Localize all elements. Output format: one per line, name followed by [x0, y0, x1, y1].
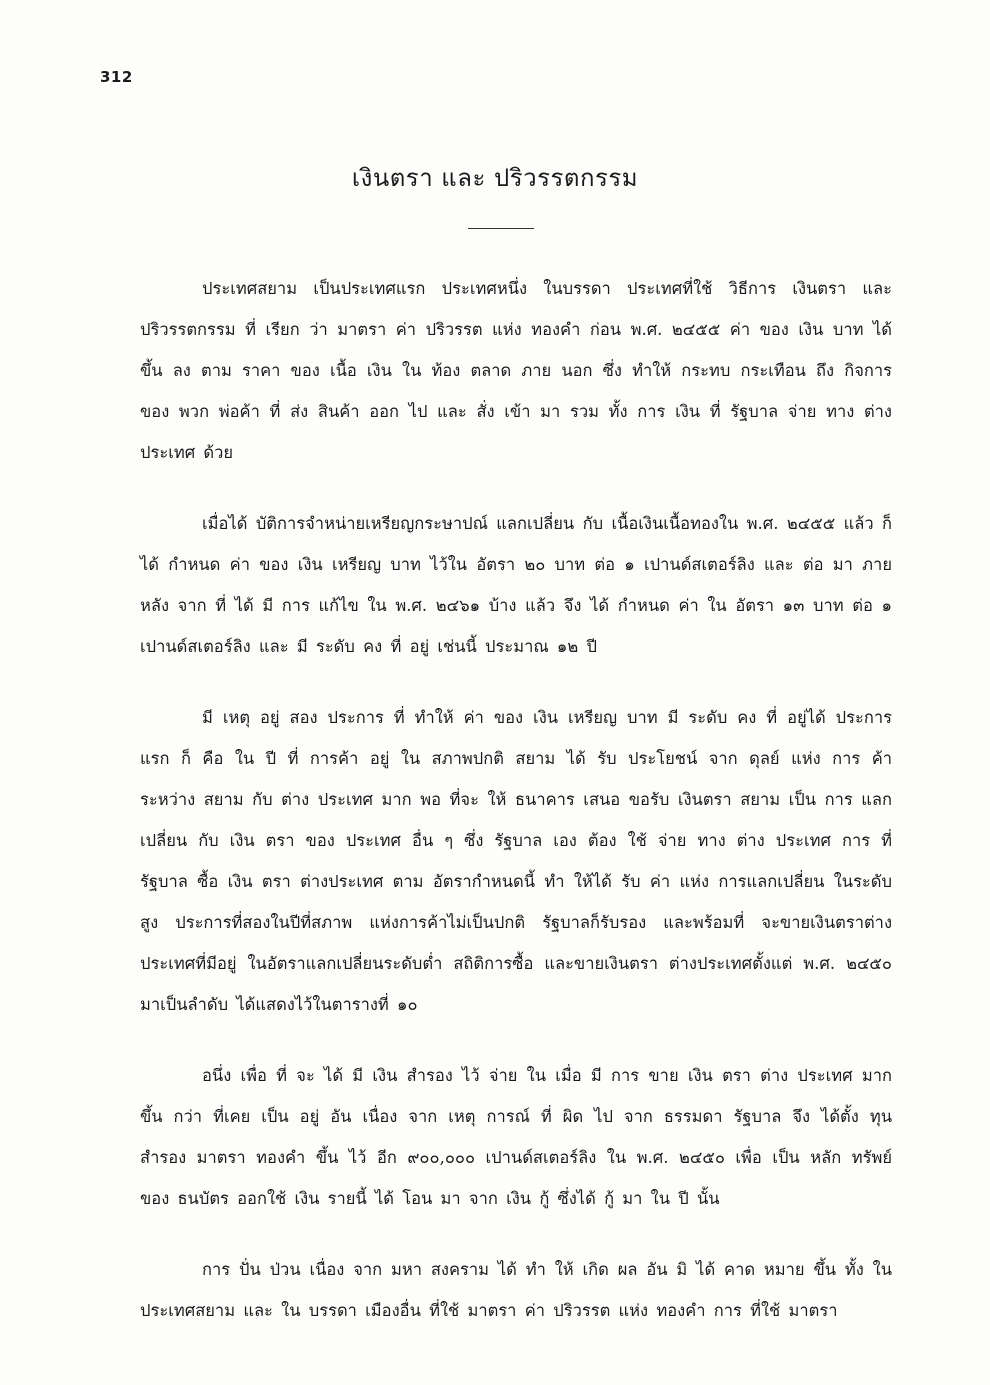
paragraph: มี เหตุ อยู่ สอง ประการ ที่ ทำให้ ค่า ของ เงิน เหรียญ บาท มี ระดับ คง ที่ อยู่ได้ ประการ แรก ก็ คือ ใน ปี ที่ การค้า อยู่ ใน สภาพปกติ สยาม ได้ รับ ประโยชน์ จาก ดุลย์ แห่ง การ ค้า ระหว่าง สยาม กับ ต่าง ประเทศ มาก พอ ที่จะ ให้ ธนาคาร เสนอ ขอรับ เงินตรา สยาม เป็น การ แลก เปลี่ยน กับ เงิน ตรา ของ ประเทศ อื่น ๆ ซึ่ง รัฐบาล เอง ต้อง ใช้ จ่าย ทาง ต่าง ประเทศ การ ที่ รัฐบาล ซื้อ เงิน ตรา ต่างประเทศ ตาม อัตรากำหนดนี้ ทำ ให้ได้ รับ ค่า แห่ง การแลกเปลี่ยน ในระดับสูง ประการที่สองในปีที่สภาพ แห่งการค้าไม่เป็นปกติ รัฐบาลก็รับรอง และพร้อมที่ จะขายเงินตราต่างประเทศที่มีอยู่ ในอัตราแลกเปลี่ยนระดับต่ำ สถิติการซื้อ และขายเงินตรา ต่างประเทศตั้งแต่ พ.ศ. ๒๔๕๐ มาเป็นลำดับ ได้แสดงไว้ในตารางที่ ๑๐ — [140, 708, 892, 1014]
title-divider — [468, 228, 534, 229]
document-body — [140, 268, 892, 1361]
page-title: เงินตรา และ ปริวรรตกรรม — [351, 164, 639, 192]
paragraph: ประเทศสยาม เป็นประเทศแรก ประเทศหนึ่ง ในบรรดา ประเทศที่ใช้ วิธีการ เงินตรา และ ปริวรรตกรรม ที่ เรียก ว่า มาตรา ค่า ปริวรรต แห่ง ทองคำ ก่อน พ.ศ. ๒๔๕๕ ค่า ของ เงิน บาท ได้ ขึ้น ลง ตาม ราคา ของ เนื้อ เงิน ใน ท้อง ตลาด ภาย นอก ซึ่ง ทำให้ กระทบ กระเทือน ถึง กิจการ ของ พวก พ่อค้า ที่ ส่ง สินค้า ออก ไป และ สั่ง เข้า มา รวม ทั้ง การ เงิน ที่ รัฐบาล จ่าย ทาง ต่าง ประเทศ ด้วย — [140, 279, 892, 462]
paragraph: การ ปั่น ป่วน เนื่อง จาก มหา สงคราม ได้ ทำ ให้ เกิด ผล อัน มิ ได้ คาด หมาย ขึ้น ทั้ง ใน ประเทศสยาม และ ใน บรรดา เมืองอื่น ที่ใช้ มาตรา ค่า ปริวรรต แห่ง ทองคำ การ ที่ใช้ มาตรา — [140, 1260, 892, 1320]
paragraph: เมื่อได้ บัติการจำหน่ายเหรียญกระษาปณ์ แลกเปลี่ยน กับ เนื้อเงินเนื้อทองใน พ.ศ. ๒๔๕๕ แล้ว ก็ ได้ กำหนด ค่า ของ เงิน เหรียญ บาท ไว้ใน อัตรา ๒๐ บาท ต่อ ๑ เปานด์สเตอร์ลิง และ ต่อ มา ภาย หลัง จาก ที่ ได้ มี การ แก้ไข ใน พ.ศ. ๒๔๖๑ บ้าง แล้ว จึง ได้ กำหนด ค่า ใน อัตรา ๑๓ บาท ต่อ ๑ เปานด์สเตอร์ลิง และ มี ระดับ คง ที่ อยู่ เช่นนี้ ประมาณ ๑๒ ปี — [140, 514, 892, 656]
paragraph: อนึ่ง เพื่อ ที่ จะ ได้ มี เงิน สำรอง ไว้ จ่าย ใน เมื่อ มี การ ขาย เงิน ตรา ต่าง ประเทศ มาก ขึ้น กว่า ที่เคย เป็น อยู่ อัน เนื่อง จาก เหตุ การณ์ ที่ ผิด ไป จาก ธรรมดา รัฐบาล จึง ได้ตั้ง ทุน สำรอง มาตรา ทองคำ ขึ้น ไว้ อีก ๙๐๐,๐๐๐ เปานด์สเตอร์ลิง ใน พ.ศ. ๒๔๕๐ เพื่อ เป็น หลัก ทรัพย์ ของ ธนบัตร ออกใช้ เงิน รายนี้ ได้ โอน มา จาก เงิน กู้ ซึ่งได้ กู้ มา ใน ปี นั้น — [140, 1066, 892, 1208]
page-number: 312 — [100, 68, 133, 86]
